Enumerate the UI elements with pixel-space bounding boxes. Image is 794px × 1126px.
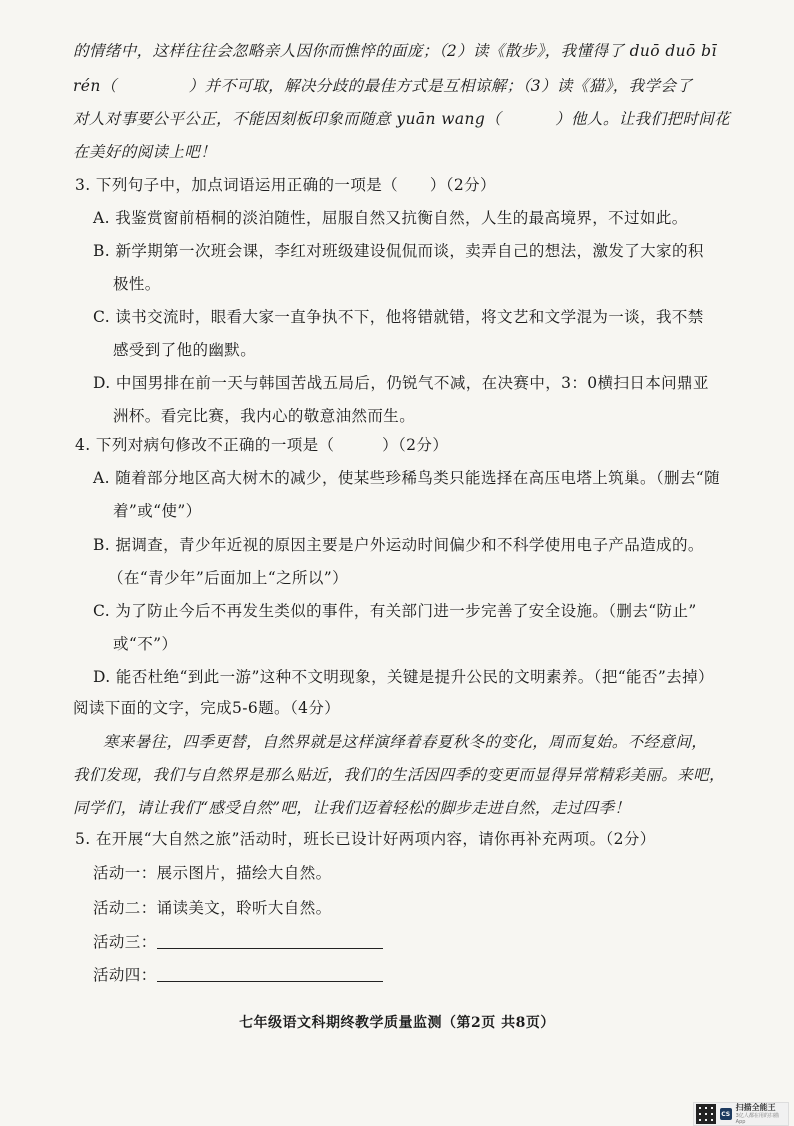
intro-line-4: 在美好的阅读上吧！ <box>73 143 217 161</box>
q5-activity-4 <box>93 964 383 986</box>
q4-stem: 4. 下列对病句修改不正确的一项是（ ）（2分） <box>75 436 449 454</box>
scanner-title: 扫描全能王 <box>735 1103 776 1112</box>
q4-option-b-line2: （在“青少年”后面加上“之所以”） <box>108 569 348 587</box>
q4-option-d: D. 能否杜绝“到此一游”这种不文明现象，关键是提升公民的文明素养。（把“能否”去掉） <box>93 668 714 686</box>
q3-option-c-line2: 感受到了他的幽默。 <box>113 341 257 359</box>
q3-option-b-line2: 极性。 <box>113 275 161 293</box>
page-footer: 七年级语文科期终教学质量监测（第2页 共8页） <box>239 1015 555 1031</box>
intro-line-3-rest: ）他人。让我们把时间花 <box>555 110 731 128</box>
q3-stem: 3. 下列句子中，加点词语运用正确的一项是（ ）（2分） <box>75 176 496 194</box>
intro-line-3 <box>73 108 730 130</box>
qr-code-icon <box>696 1104 716 1124</box>
intro-line-3-main: 对人对事要公平公正，不能因刻板印象而随意 yuān wang（ <box>73 110 502 128</box>
q3-option-c-line1: C. 读书交流时，眼看大家一直争执不下，他将错就错，将文艺和文学混为一谈，我不禁 <box>93 308 704 326</box>
q4-option-c-line1: C. 为了防止今后不再发生类似的事件，有关部门进一步完善了安全设施。（删去“防止” <box>93 602 697 620</box>
q3-option-d-line1: D. 中国男排在前一天与韩国苦战五局后，仍锐气不减，在决赛中，3：0横扫日本问鼎亚 <box>93 374 709 392</box>
q3-option-d-line2: 洲杯。看完比赛，我内心的敬意油然而生。 <box>113 407 416 425</box>
q5-activity-3 <box>93 931 383 953</box>
scanner-watermark <box>693 1102 789 1126</box>
intro-line-2-rest: ）并不可取，解决分歧的最佳方式是互相谅解；（3）读《猫》，我学会了 <box>188 77 693 95</box>
intro-line-2-pinyin: rén（ <box>73 77 117 95</box>
q5-activity-3-answer-blank[interactable] <box>157 934 383 949</box>
q5-activity-2: 活动二：诵读美文，聆听大自然。 <box>93 899 332 917</box>
reading-intro: 阅读下面的文字，完成5-6题。（4分） <box>73 699 341 717</box>
q4-option-b-line1: B. 据调查，青少年近视的原因主要是户外运动时间偏少和不科学使用电子产品造成的。 <box>93 536 704 554</box>
q4-option-c-line2: 或“不”） <box>113 635 178 653</box>
reading-passage-line2: 我们发现，我们与自然界是那么贴近，我们的生活因四季的变更而显得异常精彩美丽。来吧， <box>73 766 725 784</box>
q5-activity-1: 活动一：展示图片，描绘大自然。 <box>93 864 332 882</box>
reading-passage-line1: 寒来暑往，四季更替，自然界就是这样演绎着春夏秋冬的变化，周而复始。不经意间， <box>103 733 708 751</box>
q5-activity-3-label: 活动三： <box>93 933 157 951</box>
intro-line-2 <box>73 75 692 97</box>
q4-option-a-line2: 着”或“使”） <box>113 502 202 520</box>
q5-activity-4-answer-blank[interactable] <box>157 967 383 982</box>
camscanner-logo-icon: CS <box>720 1108 732 1120</box>
q3-option-b-line1: B. 新学期第一次班会课，李红对班级建设侃侃而谈，卖弄自己的想法，激发了大家的积 <box>93 242 704 260</box>
intro-line-1: 的情绪中，这样往往会忽略亲人因你而憔悴的面庞；（2）读《散步》，我懂得了 duō duō bī <box>73 42 717 60</box>
reading-passage-line3: 同学们，请让我们“感受自然”吧，让我们迈着轻松的脚步走进自然，走过四季！ <box>73 799 631 817</box>
q5-activity-4-label: 活动四： <box>93 966 157 984</box>
q4-option-a-line1: A. 随着部分地区高大树木的减少，使某些珍稀鸟类只能选择在高压电塔上筑巢。（删去“随 <box>93 469 721 487</box>
q5-stem: 5. 在开展“大自然之旅”活动时，班长已设计好两项内容，请你再补充两项。（2分） <box>75 830 656 848</box>
q3-option-a: A. 我鉴赏窗前梧桐的淡泊随性，屈服自然又抗衡自然，人生的最高境界，不过如此。 <box>93 209 688 227</box>
scanner-subtitle: 3亿人都在用的扫描App <box>735 1113 779 1125</box>
